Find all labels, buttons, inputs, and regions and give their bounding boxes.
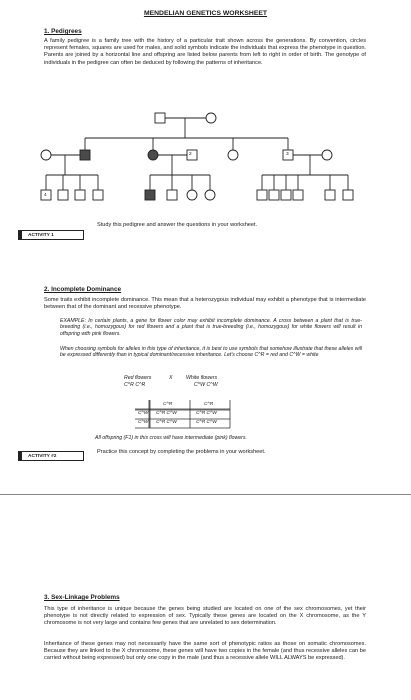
example-text: EXAMPLE: In certain plants, a gene for flower color may exhibit incomplete dominance. A cross between a plant that is true-breeding (i.e., homozygous) for red flowers and a plant that is true-breeding (i.e., homozygous) for white flowers will result in offspring with pink flowers.	[60, 318, 362, 337]
gen1-male	[155, 113, 165, 123]
sexlinkage-body-2: Inheritance of these genes may not necessarily have the same sort of phenotypic ratios as those on somatic chromosomes. Because they are linked to the X chromosome, these genes will have two copies in the female (and thus recessive alleles can be carried without being expressed) but only one copy in the male (and thus a recessive allele WILL ALWAYS be expressed).	[44, 641, 366, 662]
sexlinkage-heading: 3. Sex-Linkage Problems	[44, 594, 120, 601]
punnett-cell: C^R C^W	[156, 411, 177, 416]
activity-1-label: ACTIVITY 1	[18, 230, 84, 240]
f1-note: All offspring (F1) in this cross will have intermediate (pink) flowers.	[95, 435, 247, 441]
worksheet-title: MENDELIAN GENETICS WORKSHEET	[143, 10, 268, 17]
incomplete-heading: 2. Incomplete Dominance	[44, 286, 122, 293]
affected-female	[148, 150, 158, 160]
parent2-label: White flowers	[186, 375, 218, 381]
punnett-cell: C^R C^W	[196, 420, 217, 425]
parent1-label: Red flowers	[124, 375, 152, 381]
pedigree-number: 3	[286, 152, 289, 157]
activity-2-label: ACTIVITY #2	[18, 451, 84, 461]
cross-symbol: X	[169, 375, 173, 381]
pedigree-diagram	[0, 0, 411, 220]
gen1-female	[206, 113, 216, 123]
pedigrees-body: A family pedigree is a family tree with the history of a particular trait shown across the generations. By convention, circles represent females, squares are used for males, and solid symbols indicate the individuals that express the phenotype in question. Parents are joined by a horizontal line and offspring are listed below parents from left to right in order of birth. The genotype of individuals in the pedigree can often be deduced by following the patterns of inheritance.	[44, 38, 366, 66]
activity-1-text: Study this pedigree and answer the questions in your worksheet.	[97, 222, 258, 228]
punnett-cell: C^R C^W	[196, 411, 217, 416]
affected-male	[80, 150, 90, 160]
pedigrees-heading: 1. Pedigrees	[44, 28, 82, 35]
pedigree-number: 2	[189, 152, 192, 157]
parent1-genotype: C^R C^R	[124, 382, 146, 388]
symbols-note: When choosing symbols for alleles in this type of inheritance, it is best to use symbols that somehow illustrate that these alleles will be expressed differently than in typical dominant/recessive inheritance. Let's choose C^R = red and C^W = white	[60, 346, 362, 359]
punnett-col-header: C^R	[204, 402, 214, 407]
parent2-genotype: C^W C^W	[194, 382, 218, 388]
section-divider	[0, 494, 411, 495]
punnett-row-header: C^W	[138, 420, 149, 425]
punnett-cell: C^R C^W	[156, 420, 177, 425]
punnett-col-header: C^R	[163, 402, 173, 407]
activity-2-text: Practice this concept by completing the problems in your worksheet.	[97, 449, 266, 455]
pedigree-number: 4	[44, 193, 47, 198]
sexlinkage-body-1: This type of inheritance is unique because the genes being studied are located on one of the sex chromosomes, yet their phenotype is not directly related to expression of sex. Typically these genes are located on the X chromosome, as the Y chromosome is not very large and contains few genes that are unrelated to sex determination.	[44, 606, 366, 627]
incomplete-body: Some traits exhibit incomplete dominance. This mean that a heterozygous individual may exhibit a phenotype that is intermediate between that of the dominant and recessive phenotype.	[44, 297, 366, 311]
punnett-row-header: C^W	[138, 411, 149, 416]
